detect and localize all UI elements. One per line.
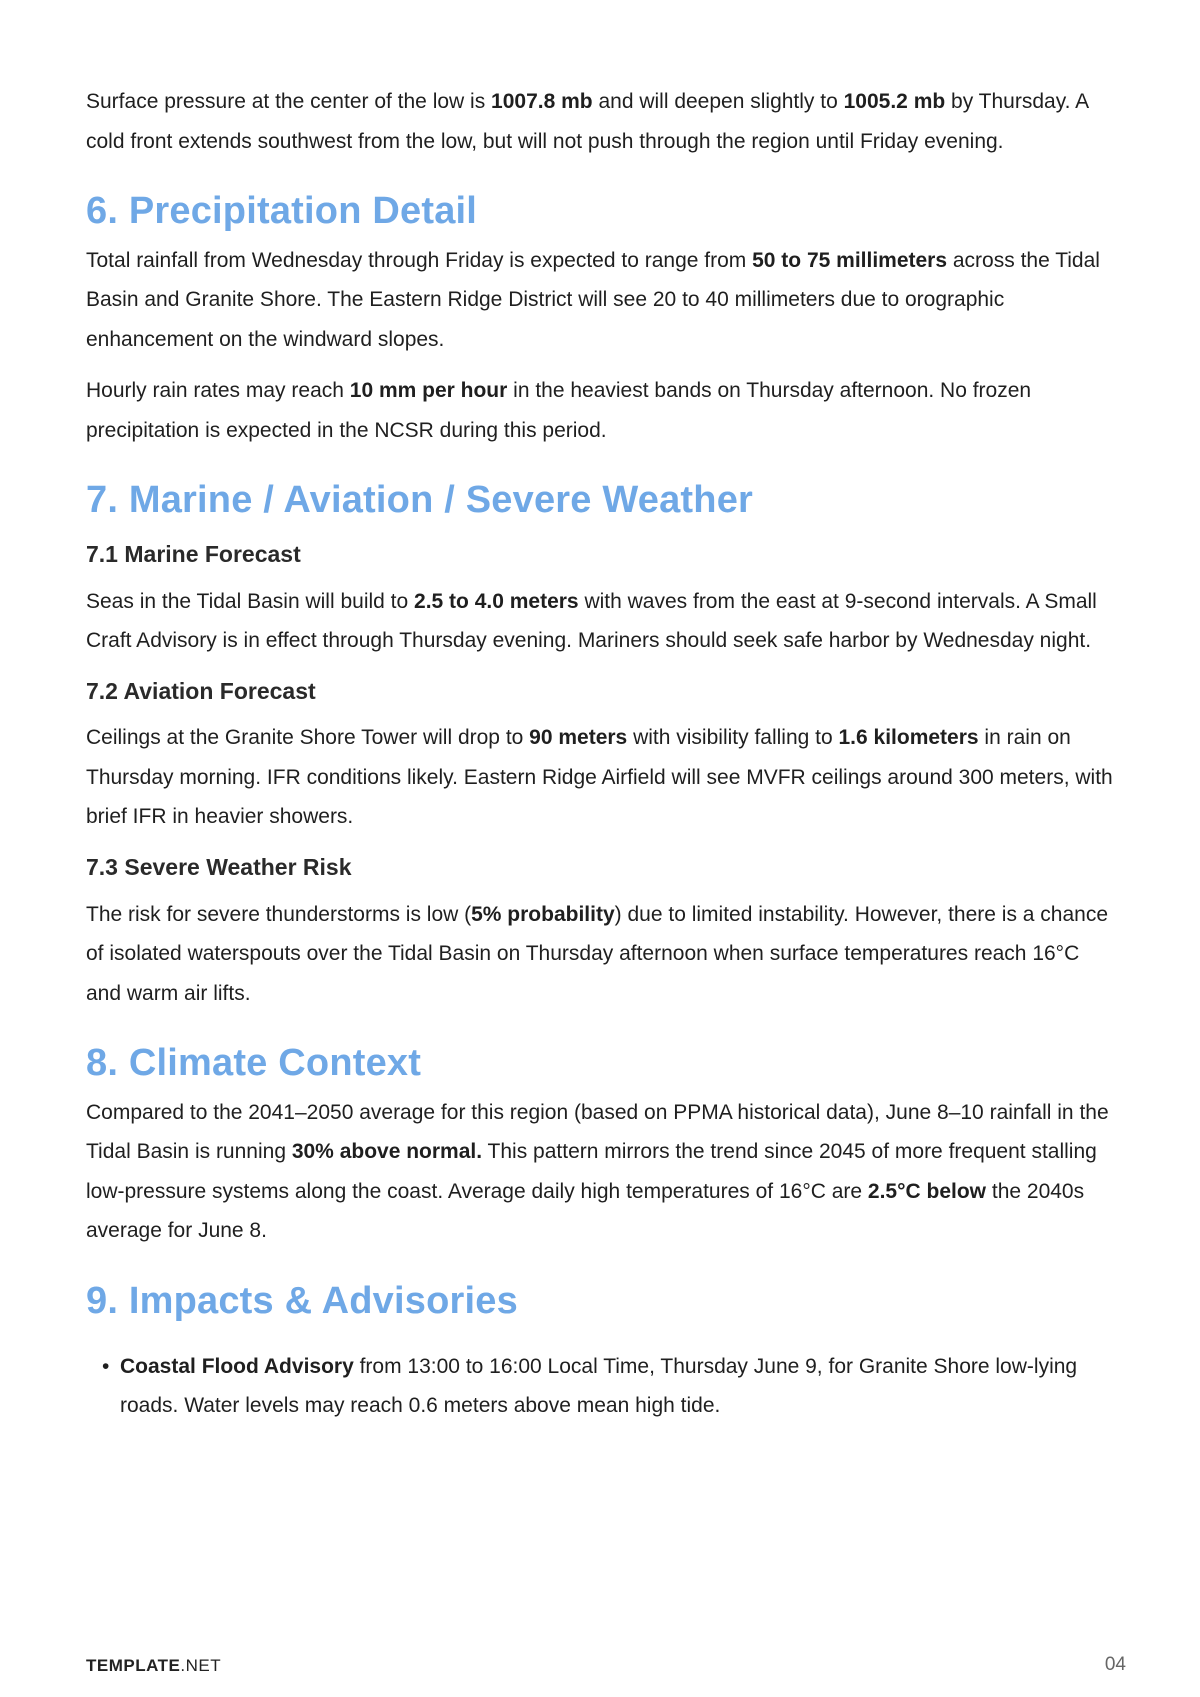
document-page [86, 82, 1116, 1426]
aviation-paragraph: Ceilings at the Granite Shore Tower will drop to 90 meters with visibility falling to 1.6 kilometers in rain on Thursday morning. IFR conditions likely. Eastern Ridge Airfield will see MVFR ceilings around 300 meters, with brief IFR in heavier showers. [86, 726, 1113, 829]
subheading-marine-forecast: 7.1 Marine Forecast [86, 540, 301, 567]
subheading-severe-weather-risk: 7.3 Severe Weather Risk [86, 853, 352, 880]
bullet-icon: • [102, 1354, 110, 1378]
pressure-paragraph: Surface pressure at the center of the low is 1007.8 mb and will deepen slightly to 1005.2 mb by Thursday. A cold front extends southwest from the low, but will not push through the region until Friday evening. [86, 90, 1089, 153]
list-item: • Coastal Flood Advisory from 13:00 to 16:00 Local Time, Thursday June 9, for Granite Shore low-lying roads. Water levels may reach 0.6 meters above mean high tide. [120, 1347, 1116, 1426]
section-heading-impacts-advisories: 9. Impacts & Advisories [86, 1279, 518, 1322]
section-heading-climate-context: 8. Climate Context [86, 1042, 422, 1085]
marine-paragraph: Seas in the Tidal Basin will build to 2.5 to 4.0 meters with waves from the east at 9-second intervals. A Small Craft Advisory is in effect through Thursday evening. Mariners should seek safe harbor by Wednesday night. [86, 589, 1097, 653]
advisories-list [86, 1347, 1116, 1426]
section-heading-precipitation: 6. Precipitation Detail [86, 190, 478, 232]
rainfall-total-paragraph: Total rainfall from Wednesday through Friday is expected to range from 50 to 75 millimeters across the Tidal Basin and Granite Shore. The Eastern Ridge District will see 20 to 40 millimeters due to orographic enhancement on the windward slopes. [86, 248, 1100, 351]
climate-paragraph: Compared to the 2041–2050 average for this region (based on PPMA historical data), June 8–10 rainfall in the Tidal Basin is running 30% above normal. This pattern mirrors the trend since 2045 of more frequent stalling low-pressure systems along the coast. Average daily high temperatures of 16°C are 2.5°C below the 2040s average for June 8. [86, 1100, 1109, 1243]
severe-weather-paragraph: The risk for severe thunderstorms is low (5% probability) due to limited instability. However, there is a chance of isolated waterspouts over the Tidal Basin on Thursday afternoon when surface temperatures reach 16°C and warm air lifts. [86, 902, 1109, 1005]
rain-rate-paragraph: Hourly rain rates may reach 10 mm per hour in the heaviest bands on Thursday afternoon. No frozen precipitation is expected in the NCSR during this period. [86, 379, 1032, 442]
page-number: 04 [1104, 1654, 1126, 1675]
footer-brand-logo: TEMPLATE.NET [86, 1656, 222, 1675]
section-heading-marine-aviation-severe: 7. Marine / Aviation / Severe Weather [86, 479, 754, 522]
subheading-aviation-forecast: 7.2 Aviation Forecast [86, 677, 316, 704]
